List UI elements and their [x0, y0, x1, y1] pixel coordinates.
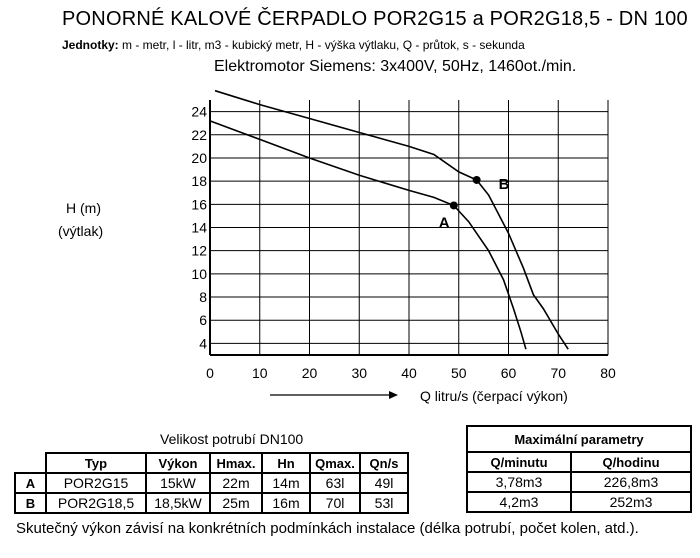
y-tick-label: 8: [199, 289, 207, 306]
table-cell: 18,5kW: [146, 493, 210, 513]
row-label: A: [15, 473, 46, 493]
table-cell: POR2G18,5: [46, 493, 146, 513]
y-tick-label: 4: [199, 335, 207, 352]
y-tick-label: 10: [191, 265, 207, 282]
table-cell: 15kW: [146, 473, 210, 493]
table-cell: 16m: [262, 493, 310, 513]
x-tick-label: 80: [600, 365, 616, 381]
spec-header: Qn/s: [360, 453, 408, 473]
y-tick-label: 20: [191, 149, 207, 166]
x-tick-label: 50: [450, 365, 467, 381]
x-tick-label: 60: [500, 365, 517, 381]
y-tick-label: 22: [191, 126, 207, 143]
y-tick-label: 6: [199, 312, 207, 329]
x-tick-label: 30: [351, 365, 368, 381]
table-row: [15, 493, 408, 513]
motor-spec: Elektromotor Siemens: 3x400V, 50Hz, 1460ot./min.: [214, 58, 577, 75]
table-cell: 4,2m3: [467, 492, 571, 512]
max-parameters-table: [466, 425, 692, 513]
table-cell: 25m: [210, 493, 262, 513]
spec-header-row: [15, 453, 408, 473]
duty-point-a: [450, 201, 458, 209]
y-tick-label: 24: [191, 103, 207, 120]
table-cell: 49l: [360, 473, 408, 493]
units-text: m - metr, l - litr, m3 - kubický metr, H - výška výtlaku, Q - průtok, s - sekunda: [118, 38, 525, 52]
x-tick-label: 40: [401, 365, 417, 381]
x-tick-label: 20: [301, 365, 318, 381]
curve-label-b: B: [498, 175, 510, 193]
y-tick-label: 18: [191, 173, 207, 190]
max-header: Q/minutu: [467, 452, 571, 472]
x-axis-arrow-head: [389, 391, 398, 399]
table-cell: 63l: [310, 473, 360, 493]
y-tick-label: 12: [191, 242, 207, 259]
table-cell: 226,8m3: [571, 472, 691, 492]
spec-header: Hn: [262, 453, 310, 473]
table-row: [467, 472, 691, 492]
y-axis-label: H (m): [66, 200, 101, 216]
footer-note: Skutečný výkon závisí na konkrétních podmínkách instalace (délka potrubí, počet kolen, atd.).: [16, 520, 639, 537]
table-cell: 70l: [310, 493, 360, 513]
spec-header: Qmax.: [310, 453, 360, 473]
spec-header: Výkon: [146, 453, 210, 473]
spec-header: Hmax.: [210, 453, 262, 473]
max-title-row: [467, 426, 691, 452]
x-tick-label: 0: [206, 365, 214, 381]
max-header-row: [467, 452, 691, 472]
pipe-size-label: Velikost potrubí DN100: [160, 431, 304, 447]
duty-point-b: [473, 176, 481, 184]
max-table-title: Maximální parametry: [467, 426, 691, 452]
y-tick-label: 14: [191, 219, 207, 236]
spec-header: Typ: [46, 453, 146, 473]
curve-label-a: A: [438, 214, 450, 232]
table-cell: POR2G15: [46, 473, 146, 493]
x-axis-label: Q litru/s (čerpací výkon): [420, 388, 568, 404]
units-label: Jednotky:: [62, 38, 119, 52]
curve-b: [215, 91, 568, 350]
page-title: PONORNÉ KALOVÉ ČERPADLO POR2G15 a POR2G18,5 - DN 100: [62, 8, 688, 30]
table-row: [15, 473, 408, 493]
spec-table: [14, 452, 409, 514]
y-tick-label: 16: [191, 196, 207, 213]
table-cell: 14m: [262, 473, 310, 493]
row-label: B: [15, 493, 46, 513]
curve-a: [210, 121, 526, 349]
max-header: Q/hodinu: [571, 452, 691, 472]
table-cell: 3,78m3: [467, 472, 571, 492]
table-cell: 22m: [210, 473, 262, 493]
table-cell: 252m3: [571, 492, 691, 512]
table-cell: 53l: [360, 493, 408, 513]
y-axis-sublabel: (výtlak): [58, 223, 104, 239]
table-row: [467, 492, 691, 512]
x-tick-label: 10: [251, 365, 268, 381]
chart-curves: [210, 91, 568, 350]
x-tick-label: 70: [550, 365, 567, 381]
